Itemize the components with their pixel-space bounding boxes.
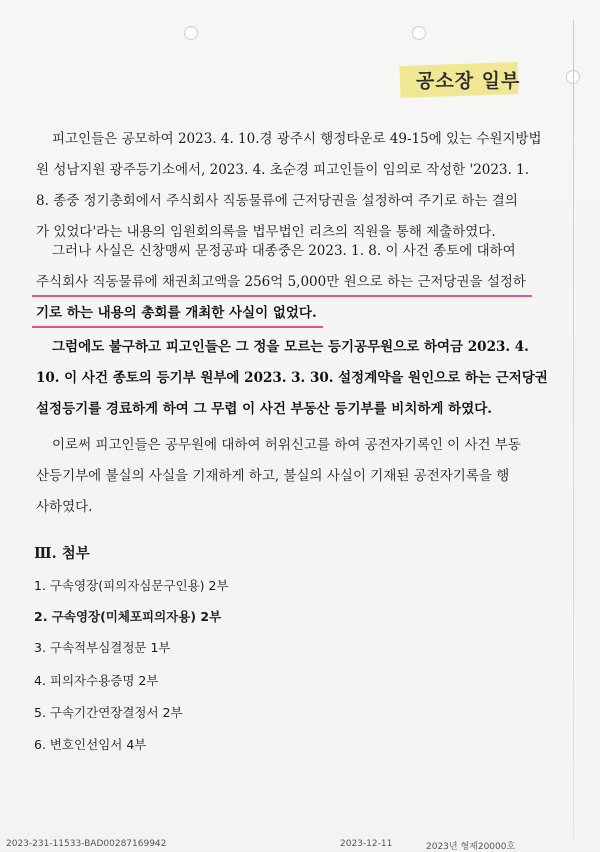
- text-line: 사하였다.: [36, 499, 93, 515]
- footer-document-id: 2023-231-11533-BAD00287169942: [6, 839, 167, 849]
- page-edge: [573, 20, 574, 840]
- paragraph-2: [36, 236, 558, 329]
- attachment-item: 2. 구속영장(미체포피의자용) 2부: [34, 609, 222, 624]
- footer-date: 2023-12-11: [340, 839, 393, 849]
- paragraph-3: [36, 332, 558, 425]
- text-line: 피고인들은 공모하여 2023. 4. 10.경 광주시 행정타운로 49-15에 있는 수원지방법: [52, 131, 542, 147]
- paragraph-4: [36, 430, 558, 523]
- footer-case-number: 2023년 형제20000호: [426, 842, 516, 852]
- punch-hole-icon: [184, 26, 198, 40]
- text-line: 8. 종중 정기총회에서 주식회사 직동물류에 근저당권을 설정하여 주기로 하는 결의: [36, 193, 518, 209]
- highlight-stamp: [394, 56, 524, 100]
- underlined-text-line: 주식회사 직동물류에 채권최고액을 256억 5,000만 원으로 하는 근저당권을 설정하: [36, 267, 526, 298]
- text-line: 가 있었다'라는 내용의 임원회의록을 법무법인 리츠의 직원을 통해 제출하였다.: [36, 224, 496, 240]
- punch-hole-icon: [412, 26, 426, 40]
- text-line: 설정등기를 경료하게 하여 그 무렵 이 사건 부동산 등기부를 비치하게 하였다.: [36, 401, 492, 417]
- text-line: 그럼에도 불구하고 피고인들은 그 정을 모르는 등기공무원으로 하여금 2023. 4.: [52, 339, 529, 355]
- underlined-text-line: 기로 하는 내용의 총회를 개최한 사실이 없었다.: [36, 298, 317, 329]
- text-line: 그러나 사실은 신창맹씨 문정공파 대종중은 2023. 1. 8. 이 사건 종토에 대하여: [52, 243, 516, 259]
- attachment-item: 6. 변호인선임서 4부: [34, 737, 147, 752]
- paragraph-1: [36, 124, 558, 248]
- page-footer: [0, 837, 600, 851]
- attachment-item: 3. 구속적부심결정문 1부: [34, 640, 171, 655]
- section-title: Ⅲ. 첨부: [34, 545, 90, 562]
- text-line: 원 성남지원 광주등기소에서, 2023. 4. 초순경 피고인들이 임의로 작성한 '2023. 1.: [36, 162, 530, 178]
- attachment-item: 4. 피의자수용증명 2부: [34, 673, 159, 688]
- stamp-label: 공소장 일부: [416, 70, 521, 92]
- attachment-item: 5. 구속기간연장결정서 2부: [34, 705, 183, 720]
- text-line: 이로써 피고인들은 공무원에 대하여 허위신고를 하여 공전자기록인 이 사건 부동: [52, 437, 521, 453]
- text-line: 10. 이 사건 종토의 등기부 원부에 2023. 3. 30. 설정계약을 원인으로 하는 근저당권: [36, 370, 548, 386]
- attachment-item: 1. 구속영장(피의자심문구인용) 2부: [34, 578, 229, 593]
- text-line: 산등기부에 불실의 사실을 기재하게 하고, 불실의 사실이 기재된 공전자기록을 행: [36, 468, 510, 484]
